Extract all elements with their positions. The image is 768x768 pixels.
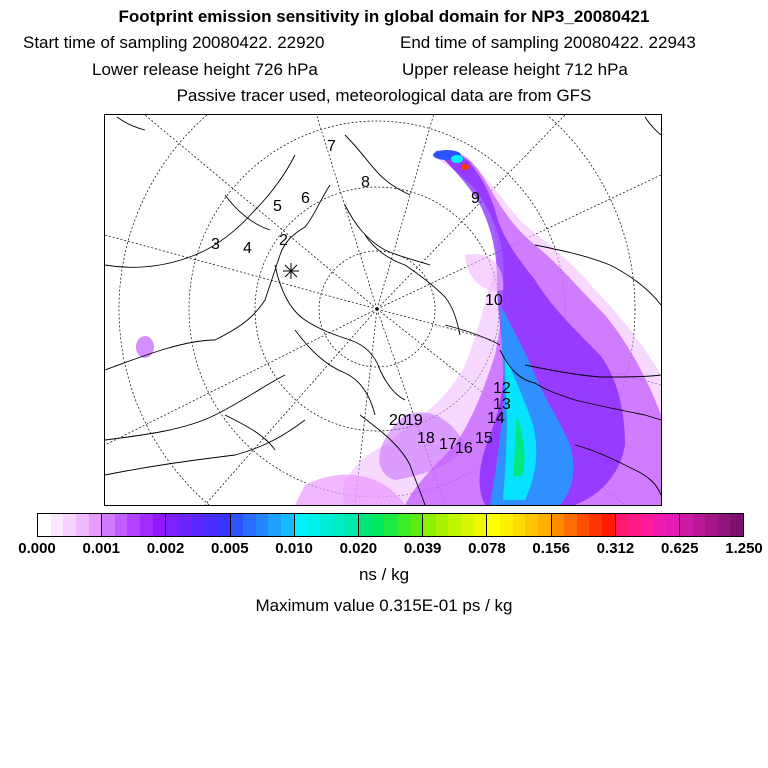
- colorbar-swatch: [654, 514, 667, 536]
- colorbar-swatch: [89, 514, 102, 536]
- trajectory-label: 17: [439, 436, 457, 453]
- colorbar-tick-label: 1.250: [725, 540, 763, 557]
- colorbar-swatch: [359, 514, 372, 536]
- colorbar-swatch: [372, 514, 385, 536]
- colorbar-swatch: [281, 514, 294, 536]
- colorbar-swatch: [602, 514, 615, 536]
- colorbar-swatch: [268, 514, 281, 536]
- colorbar-tick-label: 0.078: [468, 540, 506, 557]
- trajectory-label: 7: [327, 138, 336, 155]
- maximum-value: Maximum value 0.315E-01 ps / kg: [255, 596, 513, 615]
- colorbar-swatch: [436, 514, 449, 536]
- colorbar-swatch: [461, 514, 474, 536]
- colorbar-interval: [359, 514, 423, 536]
- trajectory-label: 8: [361, 174, 370, 191]
- plot-title: Footprint emission sensitivity in global domain for NP3_20080421: [118, 7, 650, 26]
- colorbar-interval: [616, 514, 680, 536]
- colorbar-swatch: [628, 514, 641, 536]
- colorbar-swatch: [140, 514, 153, 536]
- colorbar-swatch: [641, 514, 654, 536]
- trajectory-label: 12: [493, 380, 511, 397]
- colorbar-swatch: [38, 514, 51, 536]
- colorbar: [37, 513, 744, 537]
- colorbar-tick-label: 0.020: [339, 540, 378, 557]
- footprint-map: [104, 114, 662, 506]
- colorbar-swatch: [577, 514, 590, 536]
- colorbar-swatch: [51, 514, 64, 536]
- colorbar-swatch: [538, 514, 551, 536]
- colorbar-swatch: [231, 514, 244, 536]
- colorbar-swatch: [616, 514, 629, 536]
- trajectory-label: 10: [485, 292, 503, 309]
- colorbar-swatch: [345, 514, 358, 536]
- colorbar-interval: [166, 514, 230, 536]
- colorbar-swatch: [256, 514, 269, 536]
- trajectory-label: 18: [417, 430, 435, 447]
- colorbar-swatch: [589, 514, 602, 536]
- colorbar-interval: [680, 514, 743, 536]
- colorbar-interval: [295, 514, 359, 536]
- colorbar-interval: [487, 514, 551, 536]
- colorbar-swatch: [397, 514, 410, 536]
- colorbar-swatch: [552, 514, 565, 536]
- upper-release-height: Upper release height 712 hPa: [402, 60, 628, 79]
- colorbar-interval: [38, 514, 102, 536]
- colorbar-swatch: [295, 514, 308, 536]
- colorbar-swatch: [666, 514, 679, 536]
- trajectory-label: 4: [243, 240, 252, 257]
- trajectory-label: 19: [405, 412, 423, 429]
- trajectory-label: 15: [475, 430, 493, 447]
- colorbar-swatch: [693, 514, 706, 536]
- colorbar-swatch: [384, 514, 397, 536]
- colorbar-swatch: [500, 514, 513, 536]
- trajectory-label: 14: [487, 410, 505, 427]
- colorbar-swatch: [76, 514, 89, 536]
- colorbar-swatch: [513, 514, 526, 536]
- colorbar-swatch: [153, 514, 166, 536]
- colorbar-tick-label: 0.625: [660, 540, 699, 557]
- colorbar-swatch: [243, 514, 256, 536]
- trajectory-label: 9: [471, 190, 480, 207]
- trajectory-label: 13: [493, 396, 511, 413]
- colorbar-interval: [552, 514, 616, 536]
- colorbar-swatch: [179, 514, 192, 536]
- end-time: End time of sampling 20080422. 22943: [400, 33, 696, 52]
- colorbar-tick-label: 0.001: [82, 540, 121, 557]
- colorbar-swatch: [307, 514, 320, 536]
- colorbar-tick-label: 0.010: [275, 540, 313, 557]
- trajectory-label: 6: [301, 190, 310, 207]
- colorbar-units: ns / kg: [358, 565, 410, 584]
- colorbar-tick-label: 0.039: [403, 540, 442, 557]
- trajectory-label: 20: [389, 412, 407, 429]
- colorbar-interval: [231, 514, 295, 536]
- colorbar-tick-label: 0.002: [146, 540, 185, 557]
- colorbar-swatch: [127, 514, 140, 536]
- emission-plume: [136, 150, 661, 505]
- colorbar-swatch: [217, 514, 230, 536]
- colorbar-swatch: [730, 514, 743, 536]
- colorbar-interval: [102, 514, 166, 536]
- start-time: Start time of sampling 20080422. 22920: [23, 33, 325, 52]
- tracer-note: Passive tracer used, meteorological data are from GFS: [176, 86, 592, 105]
- colorbar-swatch: [63, 514, 76, 536]
- colorbar-swatch: [320, 514, 333, 536]
- colorbar-tick-label: 0.312: [596, 540, 635, 557]
- map-canvas: [105, 115, 661, 505]
- colorbar-swatch: [564, 514, 577, 536]
- colorbar-swatch: [192, 514, 205, 536]
- colorbar-swatch: [705, 514, 718, 536]
- colorbar-swatch: [333, 514, 346, 536]
- trajectory-label: 2: [279, 232, 288, 249]
- lower-release-height: Lower release height 726 hPa: [92, 60, 318, 79]
- colorbar-tick-label: 0.005: [211, 540, 249, 557]
- colorbar-swatch: [410, 514, 423, 536]
- colorbar-swatch: [448, 514, 461, 536]
- colorbar-tick-label: 0.000: [18, 540, 56, 557]
- trajectory-label: 5: [273, 198, 282, 215]
- colorbar-swatch: [525, 514, 538, 536]
- colorbar-interval: [423, 514, 487, 536]
- colorbar-swatch: [474, 514, 487, 536]
- colorbar-swatch: [166, 514, 179, 536]
- colorbar-swatch: [718, 514, 731, 536]
- colorbar-swatch: [115, 514, 128, 536]
- trajectory-label: 16: [455, 440, 473, 457]
- colorbar-swatch: [680, 514, 693, 536]
- colorbar-tick-label: 0.156: [532, 540, 570, 557]
- colorbar-swatch: [204, 514, 217, 536]
- trajectory-label: 3: [211, 236, 220, 253]
- colorbar-swatch: [487, 514, 500, 536]
- colorbar-swatch: [102, 514, 115, 536]
- plus-marker: [283, 263, 299, 279]
- colorbar-swatch: [423, 514, 436, 536]
